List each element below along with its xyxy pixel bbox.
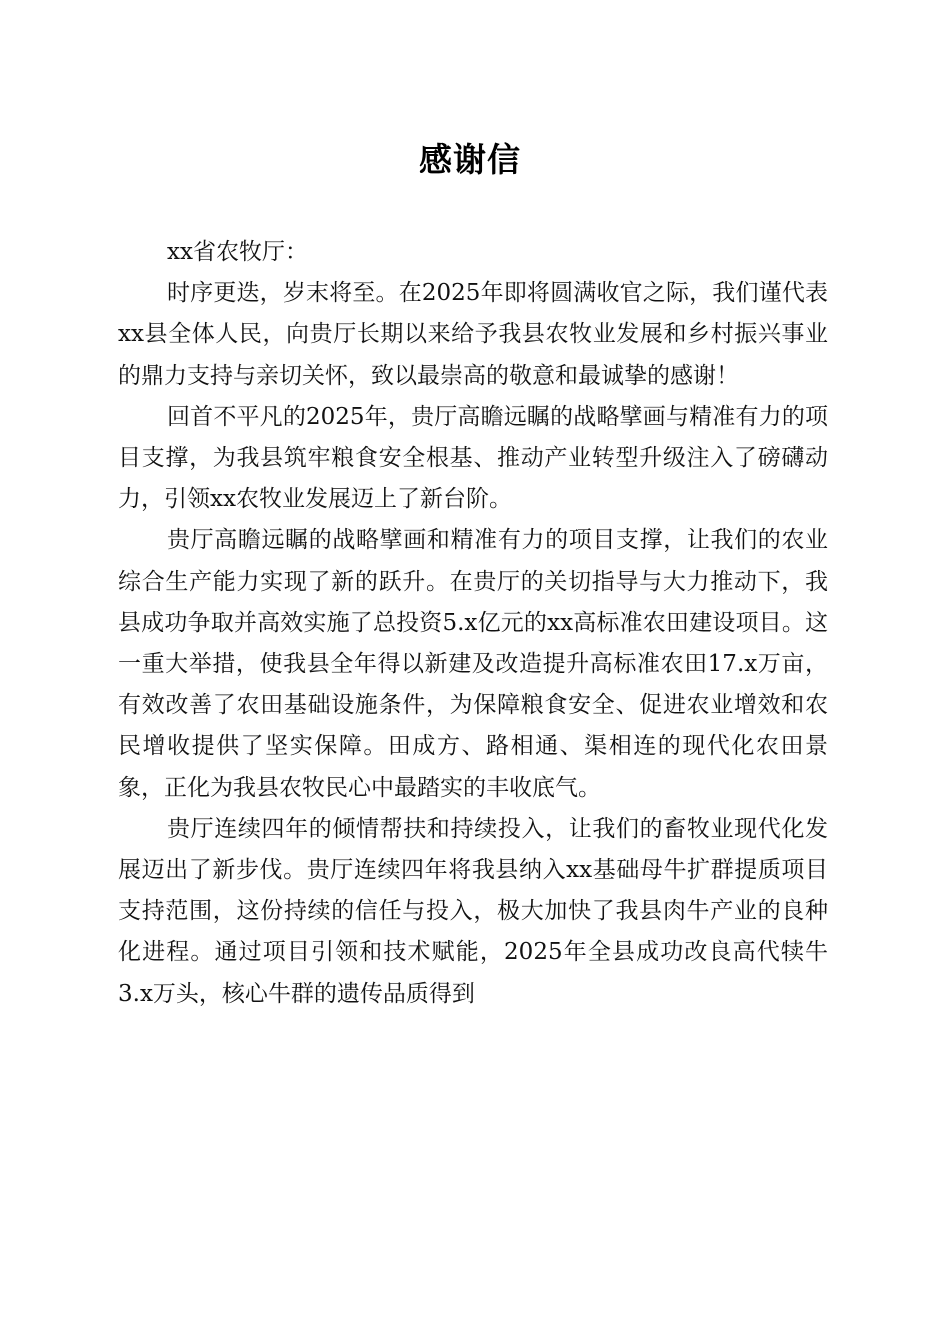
paragraph-3: 贵厅高瞻远瞩的战略擘画和精准有力的项目支撑，让我们的农业综合生产能力实现了新的跃升。在贵厅的关切指导与大力推动下，我县成功争取并高效实施了总投资5.x亿元的xx高标准农田建设项目。这一重大举措，使我县全年得以新建及改造提升高标准农田17.x万亩，有效改善了农田基础设施条件，为保障粮食安全、促进农业增效和农民增收提供了坚实保障。田成方、路相通、渠相连的现代化农田景象，正化为我县农牧民心中最踏实的丰收底气。 <box>118 527 828 801</box>
paragraph-4: 贵厅连续四年的倾情帮扶和持续投入，让我们的畜牧业现代化发展迈出了新步伐。贵厅连续四年将我县纳入xx基础母牛扩群提质项目支持范围，这份持续的信任与投入，极大加快了我县肉牛产业的良种化进程。通过项目引领和技术赋能，2025年全县成功改良高代犊牛3.x万头，核心牛群的遗传品质得到 <box>118 815 828 1007</box>
salutation: xx省农牧厅： <box>167 239 308 265</box>
letter-body <box>118 232 828 1015</box>
paragraph-2: 回首不平凡的2025年，贵厅高瞻远瞩的战略擘画与精准有力的项目支撑，为我县筑牢粮食安全根基、推动产业转型升级注入了磅礴动力，引领xx农牧业发展迈上了新台阶。 <box>118 403 828 513</box>
paragraph-1: 时序更迭，岁末将至。在2025年即将圆满收官之际，我们谨代表xx县全体人民，向贵厅长期以来给予我县农牧业发展和乡村振兴事业的鼎力支持与亲切关怀，致以最崇高的敬意和最诚挚的感谢！ <box>118 280 828 389</box>
page-title: 感谢信 <box>419 140 521 179</box>
